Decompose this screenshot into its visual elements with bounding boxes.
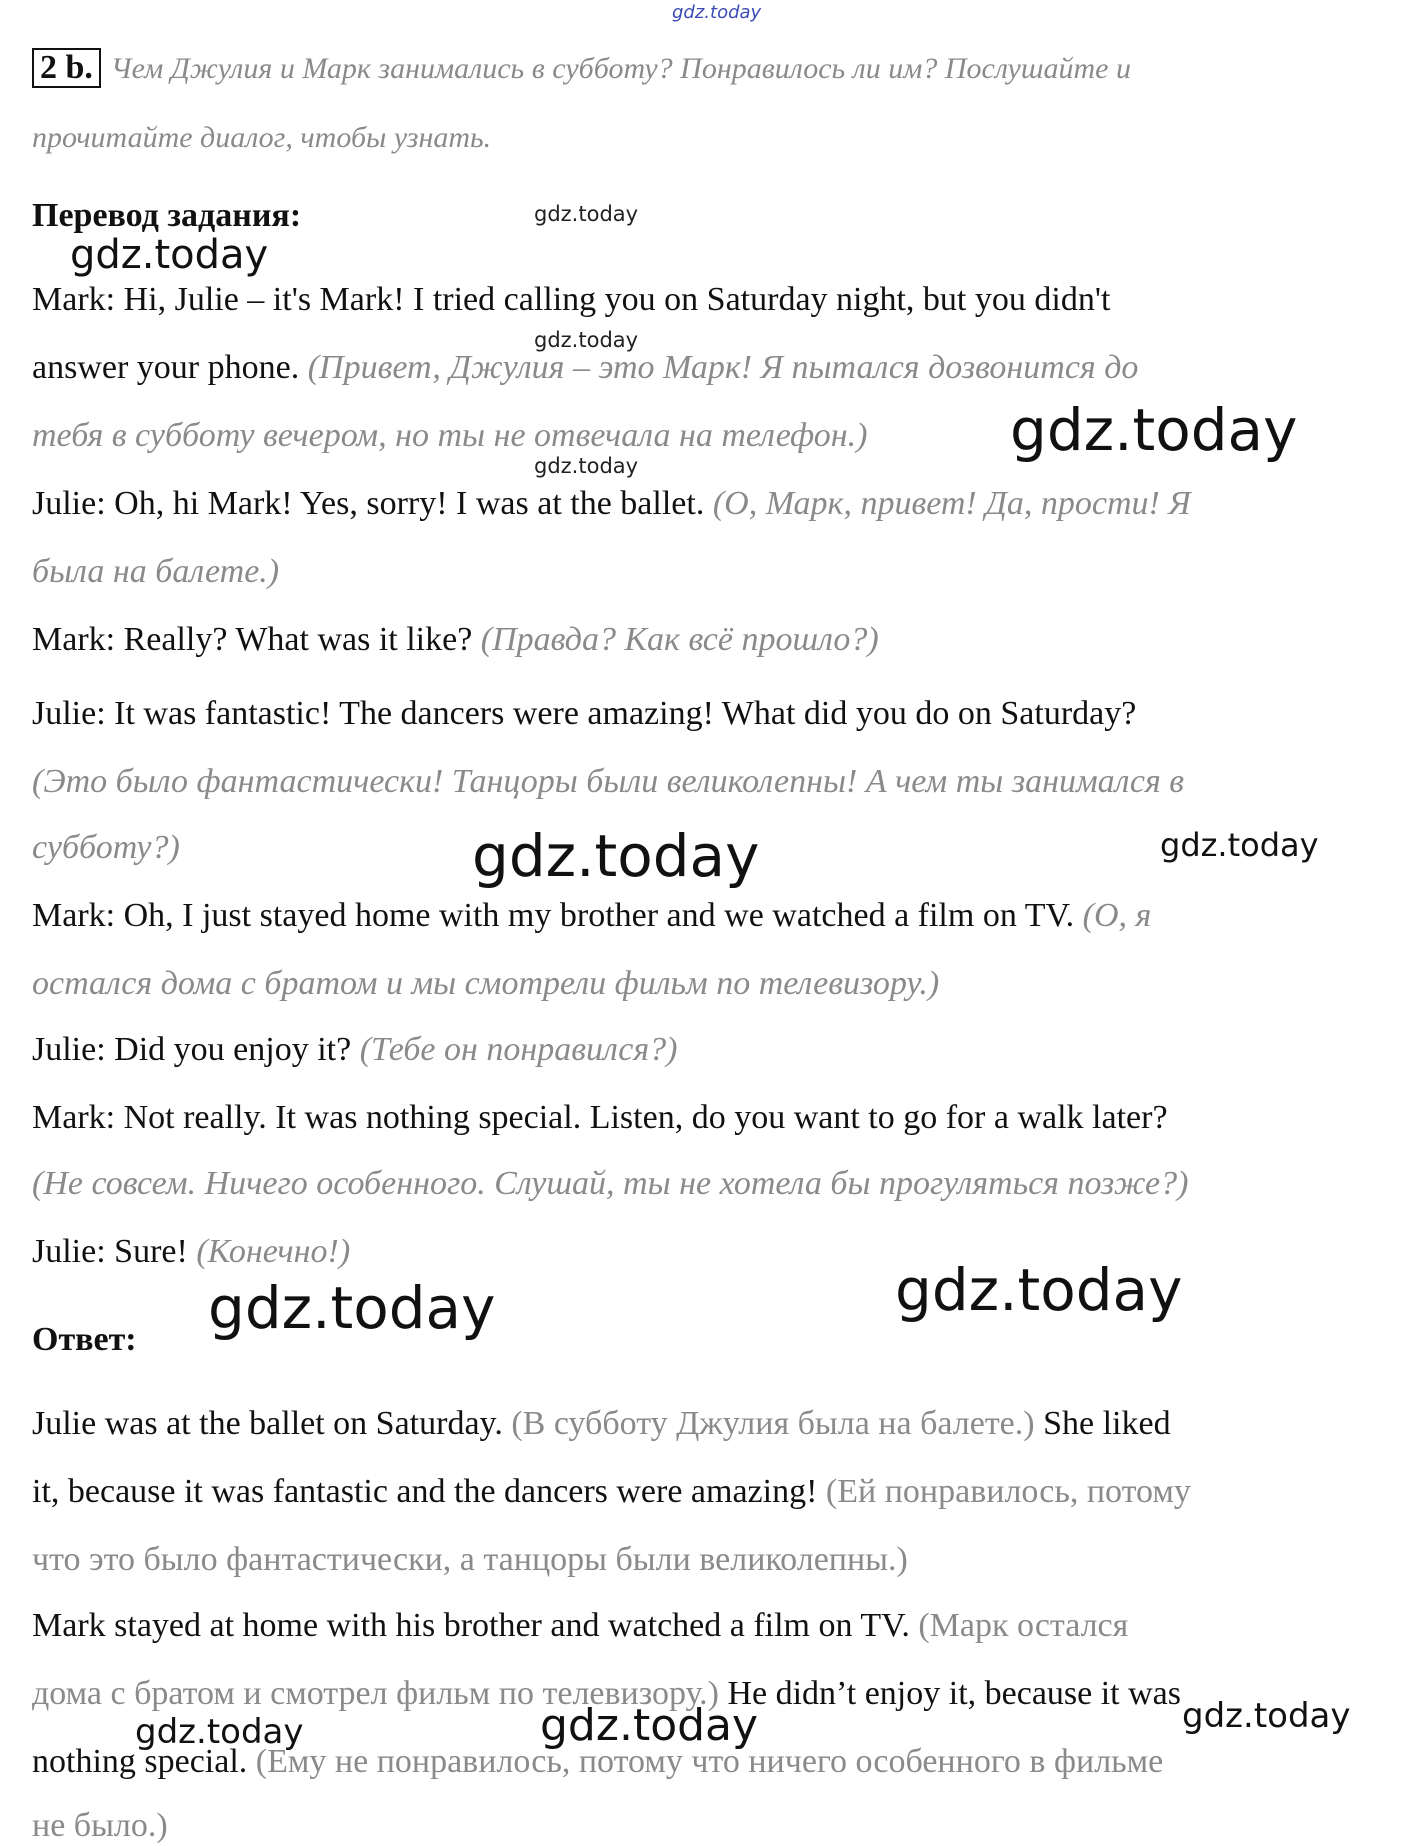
dialog-line: была на балете.) [32,553,280,590]
answer-line: дома с братом и смотрел фильм по телевизору.) He didn’t enjoy it, because it was [32,1675,1182,1712]
watermark: gdz.today [70,232,269,278]
dialog-line: Julie: Sure! (Конечно!) [32,1233,351,1270]
answer-line: Julie was at the ballet on Saturday. (В субботу Джулия была на балете.) She liked [32,1405,1171,1442]
watermark: gdz.today [534,454,639,478]
answer-line: it, because it was fantastic and the dancers were amazing! (Ей понравилось, потому [32,1473,1191,1510]
answer-line: не было.) [32,1807,168,1844]
task-prompt-line-2: прочитайте диалог, чтобы узнать. [32,121,492,154]
dialog-line: Julie: Did you enjoy it? (Тебе он понравился?) [32,1031,678,1068]
dialog-line: answer your phone. (Привет, Джулия – это Марк! Я пытался дозвонится до [32,349,1139,386]
task-prompt-line-1 [32,48,1131,89]
dialog-line: Mark: Not really. It was nothing special. Listen, do you want to go for a walk later? [32,1099,1168,1136]
dialog-line: Mark: Oh, I just stayed home with my brother and we watched a film on TV. (О, я [32,897,1152,934]
watermark: gdz.today [895,1256,1183,1324]
answer-line: Mark stayed at home with his brother and watched a film on TV. (Марк остался [32,1607,1129,1644]
watermark: gdz.today [1160,826,1319,864]
watermark: gdz.today [1182,1696,1351,1736]
dialog-line: (Не совсем. Ничего особенного. Слушай, ты не хотела бы прогуляться позже?) [32,1165,1189,1202]
translation-heading: Перевод задания: [32,197,302,234]
watermark: gdz.today [472,822,760,890]
watermark: gdz.today [1010,396,1298,464]
watermark: gdz.today [534,328,639,352]
answer-heading: Ответ: [32,1321,137,1358]
dialog-line: Mark: Hi, Julie – it's Mark! I tried calling you on Saturday night, but you didn't [32,281,1111,318]
answer-line: что это было фантастически, а танцоры были великолепны.) [32,1541,908,1578]
dialog-line: Mark: Really? What was it like? (Правда? Как всё прошло?) [32,621,879,658]
watermark: gdz.today [534,202,639,226]
dialog-line: Julie: Oh, hi Mark! Yes, sorry! I was at the ballet. (О, Марк, привет! Да, прости! Я [32,485,1191,522]
site-watermark-top: gdz.today [672,2,762,23]
dialog-line: (Это было фантастически! Танцоры были великолепны! А чем ты занимался в [32,763,1185,800]
answer-line: nothing special. (Ему не понравилось, потому что ничего особенного в фильме [32,1743,1164,1780]
task-number: 2 b. [32,48,101,88]
watermark: gdz.today [208,1274,496,1342]
watermark: gdz.today [540,1700,759,1751]
dialog-line: субботу?) [32,829,180,866]
dialog-line: остался дома с братом и мы смотрели фильм по телевизору.) [32,965,940,1002]
watermark: gdz.today [135,1712,304,1752]
dialog-line: тебя в субботу вечером, но ты не отвечала на телефон.) [32,417,868,454]
task-prompt-text-1: Чем Джулия и Марк занимались в субботу? Понравилось ли им? Послушайте и [110,52,1131,85]
dialog-line: Julie: It was fantastic! The dancers were amazing! What did you do on Saturday? [32,695,1137,732]
